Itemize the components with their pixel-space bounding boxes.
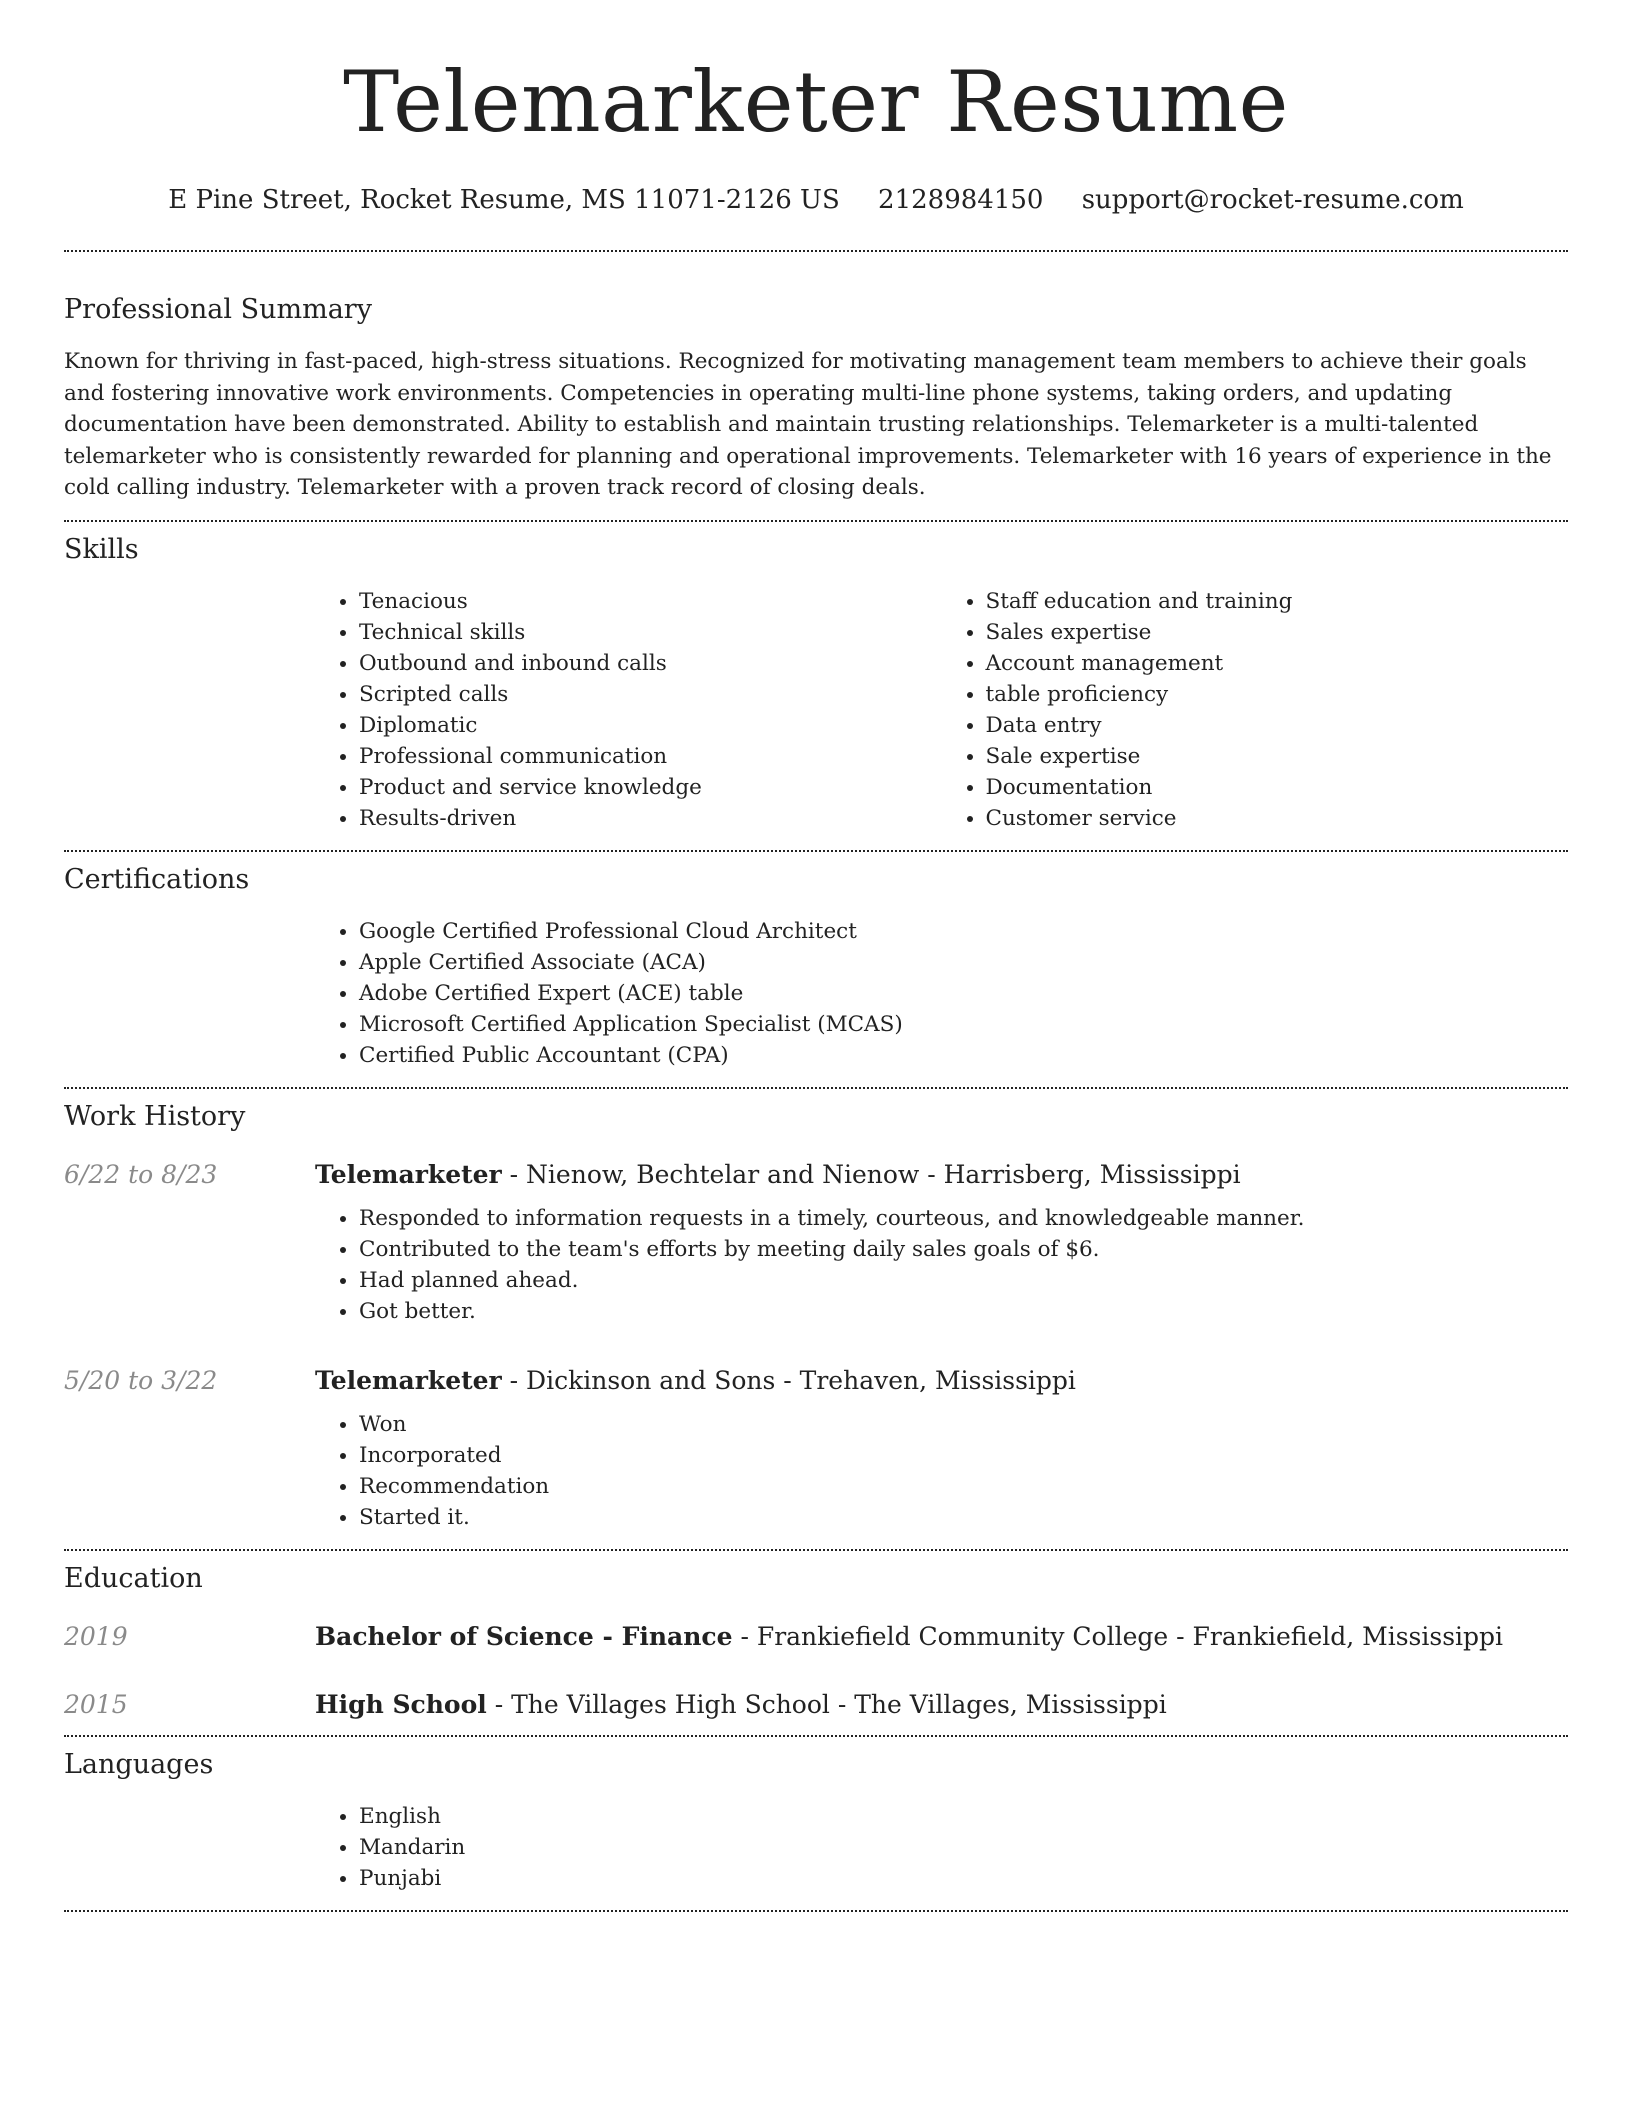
skill-item: • Sale expertise: [986, 741, 1569, 772]
job-title: Telemarketer: [315, 1365, 502, 1395]
contact-phone: 2128984150: [878, 185, 1044, 215]
work-history-heading: Work History: [64, 1100, 246, 1132]
job-bullet: • Incorporated: [359, 1440, 1568, 1471]
summary-heading: Professional Summary: [64, 294, 372, 325]
skill-item: • Data entry: [986, 710, 1569, 741]
job-header: [64, 1155, 1568, 1195]
skill-item: • Sales expertise: [986, 617, 1569, 648]
certifications-heading: Certifications: [64, 863, 250, 895]
page-title: Telemarketer Resume: [343, 53, 1289, 151]
job-role: [315, 1361, 1076, 1401]
job-bullet: • Won: [359, 1409, 1568, 1440]
work-history-section: [64, 1089, 1568, 1549]
job-entry: [64, 1155, 1568, 1327]
education-school: - The Villages High School - The Villages, Mississippi: [486, 1689, 1167, 1719]
education-detail: [315, 1685, 1167, 1725]
skills-columns: [315, 586, 1568, 834]
job-bullet: • Contributed to the team's efforts by meeting daily sales goals of $6.: [359, 1234, 1568, 1265]
job-entry: [64, 1361, 1568, 1533]
certifications-list: [315, 916, 1568, 1071]
certification-item: • Microsoft Certified Application Specialist (MCAS): [359, 1009, 1568, 1040]
education-year: 2015: [64, 1689, 128, 1719]
languages-heading: Languages: [64, 1748, 214, 1780]
job-dates: 5/20 to 3/22: [64, 1365, 218, 1395]
skills-heading: Skills: [64, 533, 139, 565]
job-bullet: • Had planned ahead.: [359, 1265, 1568, 1296]
skill-item: • Results-driven: [359, 803, 942, 834]
education-entry: [64, 1685, 1568, 1725]
language-item: • Punjabi: [359, 1863, 1568, 1894]
summary-section: [64, 252, 1568, 520]
skill-item: • Documentation: [986, 772, 1569, 803]
languages-section: [64, 1737, 1568, 1910]
language-item: • English: [359, 1801, 1568, 1832]
skill-item: • Diplomatic: [359, 710, 942, 741]
job-bullets: [315, 1203, 1568, 1327]
skill-item: • Tenacious: [359, 586, 942, 617]
certification-item: • Certified Public Accountant (CPA): [359, 1040, 1568, 1071]
divider: [64, 1910, 1568, 1912]
job-title: Telemarketer: [315, 1159, 502, 1189]
job-details: - Nienow, Bechtelar and Nienow - Harrisberg, Mississippi: [501, 1159, 1241, 1189]
education-heading: Education: [64, 1562, 203, 1594]
skill-item: • Product and service knowledge: [359, 772, 942, 803]
skills-list-right: [942, 586, 1569, 834]
language-item: • Mandarin: [359, 1832, 1568, 1863]
education-degree: High School: [315, 1689, 487, 1719]
job-role: [315, 1155, 1241, 1195]
contact-line: [64, 182, 1568, 218]
job-bullet: • Responded to information requests in a timely, courteous, and knowledgeable manner.: [359, 1203, 1568, 1234]
education-entry: [64, 1617, 1568, 1657]
contact-address: E Pine Street, Rocket Resume, MS 11071-2126 US: [168, 185, 840, 215]
education-year: 2019: [64, 1621, 128, 1651]
job-bullets: [315, 1409, 1568, 1533]
skills-list-left: [315, 586, 942, 834]
job-bullet: • Started it.: [359, 1502, 1568, 1533]
job-header: [64, 1361, 1568, 1401]
skill-item: • Customer service: [986, 803, 1569, 834]
summary-text: Known for thriving in fast-paced, high-stress situations. Recognized for motivating management team members to achieve their goals and fostering innovative work environments. Competencies in operating multi-line phone systems, taking orders, and updating documentation have been demonstrated. Ability to establish and maintain trusting relationships. Telemarketer is a multi-talented telemarketer who is consistently rewarded for planning and operational improvements. Telemarketer with 16 years of experience in the cold calling industry. Telemarketer with a proven track record of closing deals.: [64, 349, 1552, 500]
skill-item: • table proficiency: [986, 679, 1569, 710]
skill-item: • Professional communication: [359, 741, 942, 772]
job-bullet: • Recommendation: [359, 1471, 1568, 1502]
languages-list: [315, 1801, 1568, 1894]
job-bullet: • Got better.: [359, 1296, 1568, 1327]
education-section: [64, 1551, 1568, 1735]
skill-item: • Staff education and training: [986, 586, 1569, 617]
skill-item: • Scripted calls: [359, 679, 942, 710]
education-degree: Bachelor of Science - Finance: [315, 1621, 733, 1651]
skill-item: • Account management: [986, 648, 1569, 679]
job-details: - Dickinson and Sons - Trehaven, Mississippi: [501, 1365, 1076, 1395]
certifications-section: [64, 852, 1568, 1087]
skill-item: • Outbound and inbound calls: [359, 648, 942, 679]
certification-item: • Google Certified Professional Cloud Architect: [359, 916, 1568, 947]
job-dates: 6/22 to 8/23: [64, 1159, 218, 1189]
certification-item: • Apple Certified Associate (ACA): [359, 947, 1568, 978]
education-school: - Frankiefield Community College - Frankiefield, Mississippi: [732, 1621, 1504, 1651]
certification-item: • Adobe Certified Expert (ACE) table: [359, 978, 1568, 1009]
contact-email: support@rocket-resume.com: [1081, 185, 1464, 215]
education-detail: [315, 1617, 1503, 1657]
skill-item: • Technical skills: [359, 617, 942, 648]
skills-section: [64, 522, 1568, 850]
